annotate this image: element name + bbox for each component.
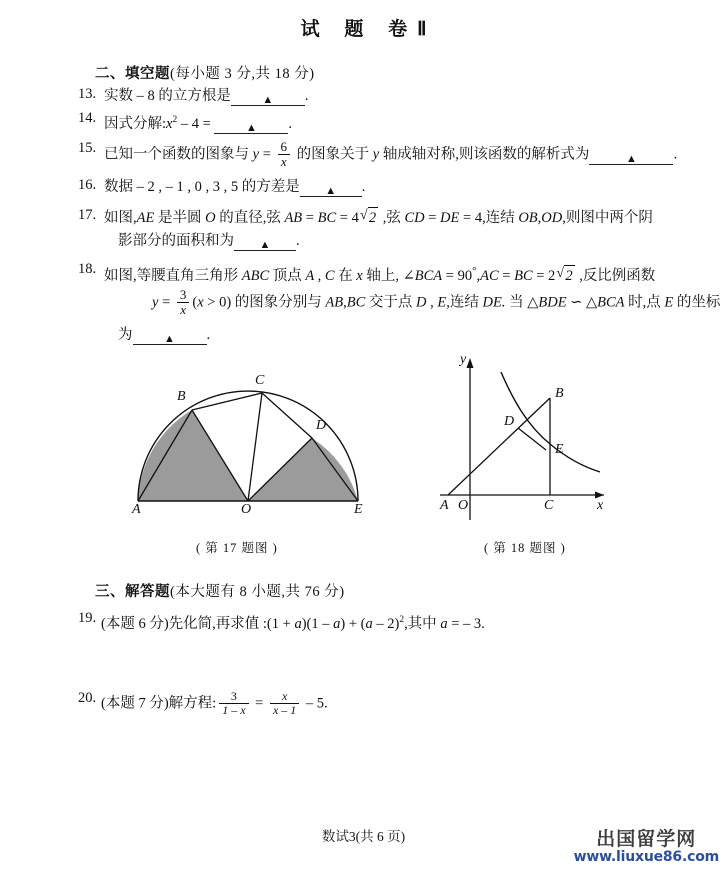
q17-sqrt-2	[360, 207, 378, 228]
q19-e: ,其中	[404, 615, 441, 632]
q17-l1-f: ,则图中两个阴	[562, 210, 653, 226]
q16-part-c: 的方差是	[238, 179, 300, 195]
page-title-numeral: Ⅱ	[417, 19, 427, 40]
watermark-url: www.liuxue86.com	[573, 849, 719, 866]
question-18-line-3	[118, 325, 210, 345]
q18-line-ab: AB	[325, 294, 344, 311]
q16-part-a: 数据	[104, 179, 137, 195]
section-three-heading-bold: 三、解答题	[95, 584, 170, 600]
q18-x-axis: x	[356, 267, 363, 284]
figure-17-label-c: C	[255, 373, 265, 388]
q18-triangle-sign: △	[585, 294, 598, 311]
section-three-heading	[95, 580, 345, 601]
figure-17-label-a: A	[132, 502, 141, 517]
page-title-text: 试 题 卷	[300, 19, 418, 40]
shaded-region-abo	[138, 410, 248, 501]
figure-18-label-a: A	[440, 498, 449, 513]
q17-segment-ob: OB	[518, 210, 538, 226]
question-20-text	[101, 690, 328, 716]
figure-18-label-o: O	[458, 498, 469, 513]
question-16-text	[104, 177, 365, 197]
q15-part-c: 轴成轴对称,则该函数的解析式为	[379, 146, 590, 163]
q18-degree-sign: °	[472, 265, 477, 277]
radius-oc	[248, 393, 262, 501]
section-two-heading-plain: (每小题 3 分,共 18 分)	[170, 66, 315, 82]
q18-line-bc: BC	[346, 294, 366, 311]
q18-segment-bc: BC	[514, 267, 533, 284]
q17-radicand: 2	[368, 207, 378, 228]
q20-f1-numerator: 3	[230, 689, 237, 703]
q15-fraction-numerator: 6	[280, 139, 287, 154]
q18-l3-a: 为	[118, 327, 133, 343]
q18-l2-b: > 0) 的图象分别与	[203, 294, 326, 311]
q20-equals: =	[251, 695, 267, 712]
q16-answer-blank[interactable]	[300, 180, 362, 197]
q18-l1-a: 如图,等腰直角三角形	[104, 267, 242, 284]
q17-eq2: = 4	[336, 210, 359, 226]
page-footer: 数试3(共 6 页)	[321, 829, 406, 844]
q19-var-3: a	[365, 615, 373, 632]
q18-period: .	[206, 327, 211, 343]
q14-part-a: 因式分解:	[104, 115, 167, 132]
q18-fraction-numerator: 3	[179, 287, 187, 302]
q18-radicand: 2	[564, 265, 574, 286]
q17-eq4: = 4	[459, 210, 483, 226]
q20-a: (本题 7 分)解方程:	[101, 695, 217, 712]
question-13-text	[104, 86, 309, 106]
figure-18-label-b: B	[555, 386, 564, 401]
question-20-number: 20.	[78, 690, 97, 706]
q17-chord-de: DE	[440, 210, 460, 226]
q17-segment-od: OD	[541, 210, 563, 226]
q18-l1-b: 顶点	[269, 267, 306, 284]
figure-17-label-e: E	[354, 502, 363, 517]
figure-17-label-o: O	[241, 502, 252, 517]
q17-l1-a: 如图,	[104, 210, 137, 226]
q20-f2-numerator: x	[281, 689, 288, 703]
q19-var-2: a	[333, 615, 341, 632]
figure-17-drawing	[130, 388, 380, 528]
q18-l2-comma: ,	[343, 294, 347, 311]
q18-segment-de: DE.	[482, 294, 506, 311]
q18-l2-d: ,连结	[446, 294, 483, 311]
q17-period: .	[296, 233, 300, 249]
question-16-number: 16.	[78, 177, 97, 193]
figure-18-label-x: x	[597, 498, 604, 513]
q13-period: .	[304, 88, 309, 104]
segment-de	[518, 428, 546, 450]
q18-sqrt-2	[556, 265, 574, 286]
q18-fraction	[177, 288, 190, 316]
q18-l2-g: 的坐标	[673, 294, 721, 311]
watermark	[574, 830, 719, 865]
q20-f1-denominator: 1 – x	[219, 703, 248, 717]
y-axis-arrow	[467, 358, 474, 368]
q18-similar-sign: ∽	[566, 294, 586, 311]
q20-f2-denominator: x – 1	[270, 703, 299, 717]
question-18-line-1	[104, 261, 655, 286]
question-13-number: 13.	[78, 86, 97, 102]
q17-chord-ab: AB	[284, 210, 303, 226]
q16-dataset: – 2 , – 1 , 0 , 3 , 5	[136, 179, 239, 195]
q15-fraction	[278, 140, 291, 168]
q18-angle-bca: BCA	[414, 267, 443, 284]
q13-answer-blank[interactable]	[231, 89, 305, 106]
q18-points-de: D , E	[416, 294, 447, 311]
question-17-line-1	[104, 207, 653, 228]
q18-l1-f: ,反比例函数	[575, 267, 656, 284]
q17-answer-blank[interactable]	[234, 234, 296, 251]
q18-l2-x: x	[197, 294, 204, 311]
q18-y: y	[152, 294, 159, 311]
q15-y-axis: y	[372, 146, 380, 163]
q17-l1-b: 是半圆	[154, 210, 206, 226]
q18-segment-ac: AC	[480, 267, 499, 284]
figure-18-label-c: C	[544, 498, 554, 513]
figure-17	[130, 373, 380, 528]
q18-l1-e: ,	[476, 267, 481, 284]
q14-part-b: – 4 =	[177, 115, 215, 132]
q18-l2-a: (	[192, 294, 198, 311]
q18-eq2: =	[498, 267, 515, 284]
q18-answer-blank[interactable]	[133, 328, 207, 345]
figure-18-label-y: y	[460, 352, 467, 367]
q15-part-a: 已知一个函数的图象与	[104, 146, 253, 163]
q19-f: = – 3.	[447, 615, 485, 632]
q17-eq3: =	[424, 210, 441, 226]
q17-l1-c: 的直径,弦	[215, 210, 285, 226]
question-18-line-2	[152, 288, 720, 316]
question-14-text	[104, 110, 292, 134]
q18-triangle-abc: ABC	[241, 267, 270, 284]
q13-part-c: 的立方根是	[154, 88, 231, 104]
q17-center-o: O	[205, 210, 216, 226]
q18-l2-e: 当 △	[505, 294, 539, 311]
q17-chord-bc: BC	[317, 210, 337, 226]
q18-vertices-ac: A , C	[305, 267, 335, 284]
q18-eq1: = 90	[442, 267, 473, 284]
figure-17-label-d: D	[316, 418, 327, 433]
q14-variable: x	[166, 115, 173, 132]
q14-answer-blank[interactable]	[214, 117, 288, 134]
q19-var-4: a	[440, 615, 448, 632]
watermark-site-name: 出国留学网	[596, 828, 697, 851]
q19-var-1: a	[294, 615, 302, 632]
q17-segment-ae: AE	[136, 210, 155, 226]
figure-18-label-d: D	[504, 414, 515, 429]
q15-equals: =	[259, 146, 275, 163]
question-15-number: 15.	[78, 140, 97, 156]
q18-l1-c: 在	[334, 267, 357, 284]
section-two-heading-bold: 二、填空题	[95, 66, 170, 82]
q17-l1-d: ,弦	[379, 210, 405, 226]
q17-l2-a: 影部分的面积和为	[118, 233, 234, 249]
q20-fraction-left	[219, 690, 248, 716]
figure-17-caption: ( 第 17 题图 )	[196, 541, 278, 555]
q17-l1-e: ,连结	[482, 210, 519, 226]
q14-period: .	[288, 115, 293, 132]
section-two-heading	[95, 62, 315, 83]
question-19-text	[101, 610, 485, 634]
q15-answer-blank[interactable]	[589, 148, 673, 165]
q18-l2-f: 时,点	[624, 294, 665, 311]
page-title	[0, 14, 727, 41]
q18-triangle-bca: BCA	[597, 294, 625, 311]
q15-part-b: 的图象关于	[293, 146, 373, 163]
q19-exponent: 2	[399, 615, 405, 625]
question-19-number: 19.	[78, 610, 97, 626]
q19-d: – 2)	[372, 615, 400, 632]
figure-18-label-e: E	[555, 442, 564, 457]
figure-18	[432, 350, 622, 530]
q17-chord-cd: CD	[404, 210, 425, 226]
q17-comma: ,	[537, 210, 542, 226]
q19-a: (本题 6 分)先化简,再求值 :(1 +	[101, 615, 295, 632]
q15-y: y	[252, 146, 260, 163]
figure-17-label-b: B	[177, 389, 186, 404]
q19-c: ) + (	[340, 615, 366, 632]
question-18-number: 18.	[78, 261, 97, 277]
question-14-number: 14.	[78, 110, 97, 126]
question-17-number: 17.	[78, 207, 97, 223]
q14-exponent: 2	[172, 115, 178, 125]
q18-l1-d: 轴上, ∠	[362, 267, 415, 284]
question-15-text	[104, 140, 677, 168]
q19-b: )(1 –	[301, 615, 334, 632]
q13-part-a: 实数	[104, 88, 137, 104]
q13-value: – 8	[136, 88, 155, 104]
q18-equals: =	[158, 294, 174, 311]
figure-18-caption: ( 第 18 题图 )	[484, 541, 566, 555]
q18-l2-c: 交于点	[365, 294, 417, 311]
q15-fraction-denominator: x	[278, 154, 291, 169]
section-three-heading-plain: (本大题有 8 小题,共 76 分)	[170, 584, 345, 600]
q20-b: – 5.	[302, 695, 328, 712]
q16-period: .	[361, 179, 366, 195]
q18-triangle-bde: BDE	[538, 294, 567, 311]
q15-period: .	[673, 146, 678, 163]
q18-eq3: = 2	[532, 267, 556, 284]
line-ab	[448, 398, 550, 495]
q18-fraction-denominator: x	[177, 302, 190, 317]
chord-cd	[262, 393, 312, 438]
question-17-line-2	[118, 231, 300, 251]
q18-point-e: E	[664, 294, 674, 311]
q17-eq1: =	[302, 210, 318, 226]
q20-fraction-right	[270, 690, 299, 716]
